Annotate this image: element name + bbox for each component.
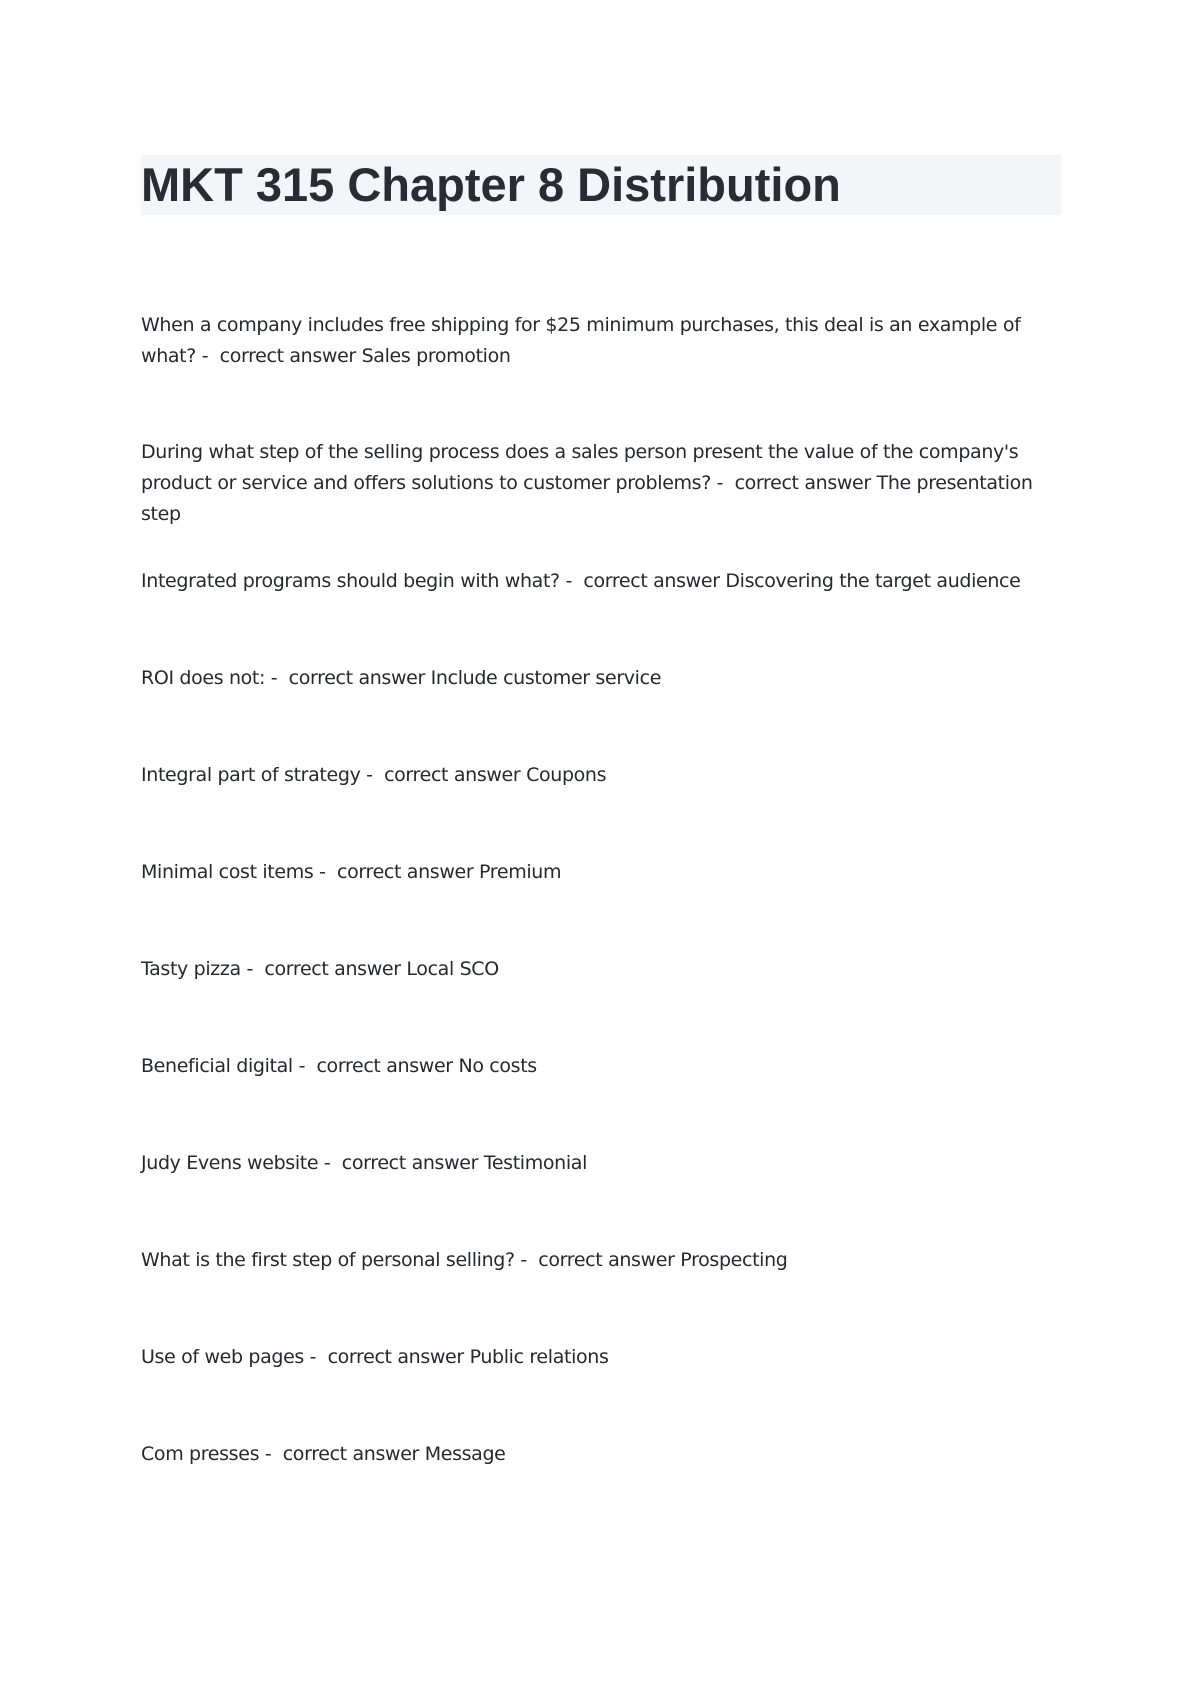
qa-question: Integral part of strategy — [141, 764, 361, 786]
qa-answer-prefix: correct answer — [219, 345, 356, 367]
qa-question: Minimal cost items — [141, 861, 314, 883]
page-title: MKT 315 Chapter 8 Distribution — [141, 158, 841, 211]
qa-answer-prefix: correct answer — [583, 570, 720, 592]
qa-separator: - — [313, 861, 338, 883]
qa-answer: Discovering the target audience — [725, 570, 1021, 592]
qa-answer-prefix: correct answer — [288, 667, 425, 689]
qa-separator: - — [303, 1346, 328, 1368]
qa-answer: The presentation step — [141, 472, 1033, 525]
qa-separator: - — [196, 345, 220, 367]
qa-separator: - — [292, 1055, 317, 1077]
qa-separator: - — [265, 667, 289, 689]
qa-answer: Local SCO — [406, 958, 499, 980]
qa-answer: Coupons — [526, 764, 607, 786]
qa-answer: Message — [424, 1443, 506, 1465]
qa-separator: - — [318, 1152, 342, 1174]
qa-item — [141, 1245, 1061, 1276]
qa-question: During what step of the selling process does a sales person present the value of the company's product or service and offers solutions to customer problems? — [141, 441, 1019, 494]
qa-question: Tasty pizza — [141, 958, 241, 980]
qa-answer: Include customer service — [430, 667, 662, 689]
qa-answer-prefix: correct answer — [384, 764, 521, 786]
qa-separator: - — [240, 958, 265, 980]
qa-answer-prefix: correct answer — [341, 1152, 479, 1174]
qa-answer: Premium — [479, 861, 562, 883]
qa-question: ROI does not: — [141, 667, 266, 689]
qa-item — [141, 1342, 1061, 1373]
qa-answer: Testimonial — [483, 1152, 588, 1174]
qa-question: What is the first step of personal selling? — [141, 1249, 515, 1271]
qa-answer-prefix: correct answer — [264, 958, 401, 980]
qa-question: Judy Evens website — [141, 1152, 319, 1174]
qa-question: Use of web pages — [141, 1346, 304, 1368]
qa-item — [141, 1051, 1061, 1082]
qa-answer: Public relations — [469, 1346, 609, 1368]
qa-item — [141, 760, 1061, 791]
qa-separator: - — [360, 764, 385, 786]
qa-question: When a company includes free shipping for $25 minimum purchases, this deal is an example of what? — [141, 314, 1021, 367]
qa-item — [141, 1439, 1061, 1470]
qa-separator: - — [514, 1249, 539, 1271]
qa-item — [141, 566, 1061, 597]
qa-question: Beneficial digital — [141, 1055, 293, 1077]
qa-separator: - — [710, 472, 735, 494]
qa-answer-prefix: correct answer — [337, 861, 474, 883]
qa-answer: Prospecting — [680, 1249, 788, 1271]
qa-item — [141, 663, 1061, 694]
qa-item — [141, 857, 1061, 888]
qa-question: Integrated programs should begin with what? — [141, 570, 560, 592]
qa-answer-prefix: correct answer — [734, 472, 871, 494]
qa-answer-prefix: correct answer — [538, 1249, 675, 1271]
qa-answer-prefix: correct answer — [282, 1443, 419, 1465]
qa-answer: No costs — [458, 1055, 537, 1077]
qa-separator: - — [259, 1443, 283, 1465]
qa-answer: Sales promotion — [361, 345, 511, 367]
qa-item — [141, 437, 1061, 530]
qa-item — [141, 310, 1061, 372]
qa-item — [141, 1148, 1061, 1179]
qa-item — [141, 954, 1061, 985]
qa-answer-prefix: correct answer — [327, 1346, 464, 1368]
qa-question: Com presses — [141, 1443, 260, 1465]
qa-separator: - — [559, 570, 584, 592]
qa-answer-prefix: correct answer — [316, 1055, 453, 1077]
